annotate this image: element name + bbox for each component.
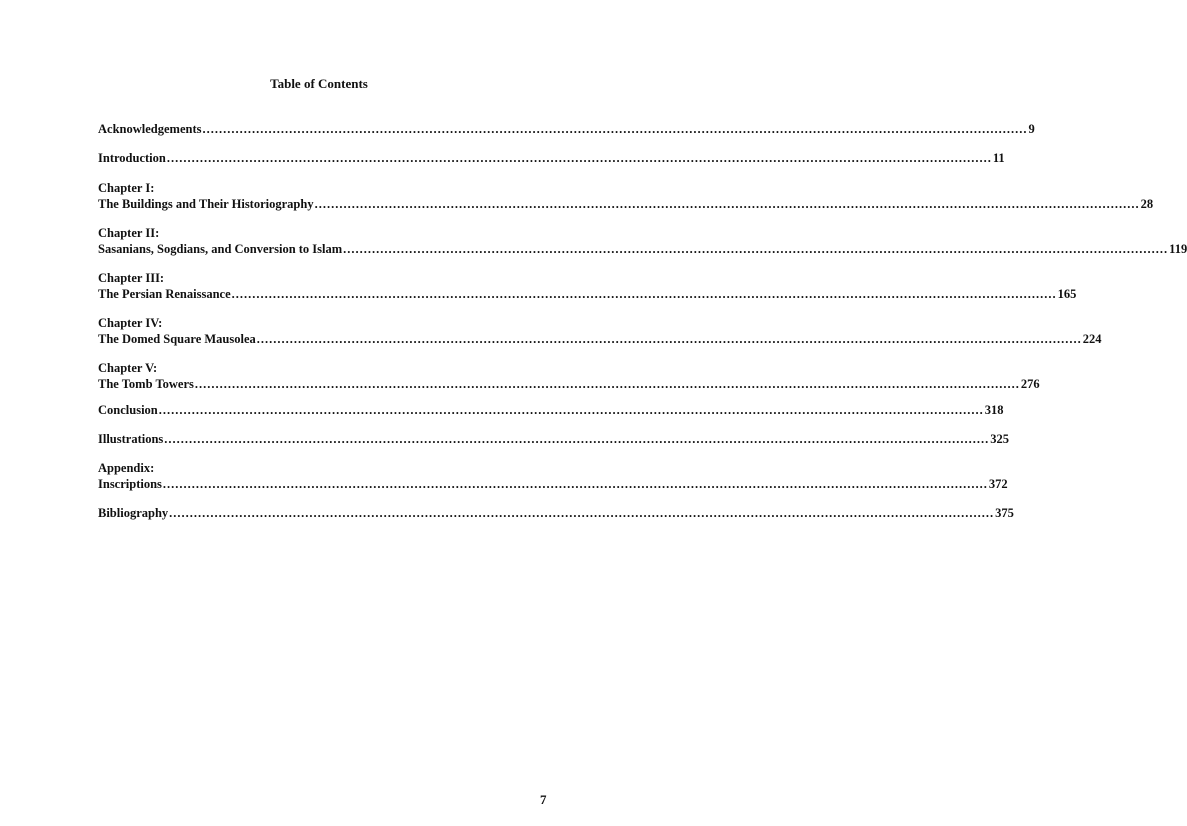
toc-entry-page: 224	[1082, 332, 1102, 346]
chapter-heading: Chapter I:	[98, 181, 155, 195]
toc-entry-chapter-3	[98, 270, 1077, 302]
toc-entry-conclusion	[98, 402, 1004, 418]
toc-entry-appendix	[98, 460, 1008, 492]
toc-entry-title: Illustrations	[98, 432, 164, 446]
toc-entry-title: Acknowledgements	[98, 122, 202, 136]
toc-entry-page: 165	[1057, 287, 1077, 301]
toc-entry-page: 372	[988, 477, 1008, 491]
dot-leader: ........................................................................................................................................................................................................	[158, 403, 984, 417]
toc-entry-title: Sasanians, Sogdians, and Conversion to Islam	[98, 242, 343, 256]
toc-entry-bibliography	[98, 505, 1014, 521]
toc-entry-page: 325	[990, 432, 1010, 446]
chapter-heading: Chapter II:	[98, 226, 160, 240]
toc-entry-introduction	[98, 150, 1005, 166]
toc-entry-page: 375	[995, 506, 1014, 520]
toc-entry-page: 318	[984, 403, 1004, 417]
toc-entry-illustrations	[98, 431, 1010, 447]
chapter-heading: Appendix:	[98, 461, 155, 475]
dot-leader: ........................................................................................................................................................................................................	[162, 477, 988, 491]
toc-entry-title: The Domed Square Mausolea	[98, 332, 256, 346]
page-number: 7	[540, 792, 547, 807]
toc-entry-title: The Tomb Towers	[98, 377, 194, 391]
dot-leader: ........................................................................................................................................................................................................	[231, 287, 1057, 301]
dot-leader: ........................................................................................................................................................................................................	[166, 151, 992, 165]
dot-leader: ........................................................................................................................................................................................................	[202, 122, 1028, 136]
toc-entry-title: The Persian Renaissance	[98, 287, 231, 301]
dot-leader: ........................................................................................................................................................................................................	[169, 506, 995, 520]
toc-entry-title: Conclusion	[98, 403, 158, 417]
dot-leader: ........................................................................................................................................................................................................	[314, 197, 1140, 211]
dot-leader: ........................................................................................................................................................................................................	[194, 377, 1020, 391]
toc-entry-chapter-5	[98, 360, 1040, 392]
chapter-heading: Chapter III:	[98, 271, 165, 285]
toc-entry-title: Introduction	[98, 151, 166, 165]
dot-leader: ........................................................................................................................................................................................................	[164, 432, 990, 446]
chapter-heading: Chapter IV:	[98, 316, 163, 330]
toc-entry-page: 28	[1140, 197, 1154, 211]
toc-entry-title: The Buildings and Their Historiography	[98, 197, 314, 211]
toc-entry-page: 9	[1028, 122, 1035, 136]
toc-entry-page: 119	[1169, 242, 1187, 256]
toc-entry-page: 276	[1020, 377, 1040, 391]
dot-leader: ........................................................................................................................................................................................................	[343, 242, 1169, 256]
toc-entry-chapter-1	[98, 180, 1154, 212]
chapter-heading: Chapter V:	[98, 361, 158, 375]
toc-entry-page: 11	[992, 151, 1005, 165]
page-title: Table of Contents	[270, 76, 368, 91]
toc-entry-chapter-2	[98, 225, 1187, 257]
toc-entry-title: Bibliography	[98, 506, 169, 520]
dot-leader: ........................................................................................................................................................................................................	[256, 332, 1082, 346]
toc-entry-acknowledgements	[98, 121, 1035, 137]
toc-entry-chapter-4	[98, 315, 1102, 347]
toc-entry-title: Inscriptions	[98, 477, 162, 491]
